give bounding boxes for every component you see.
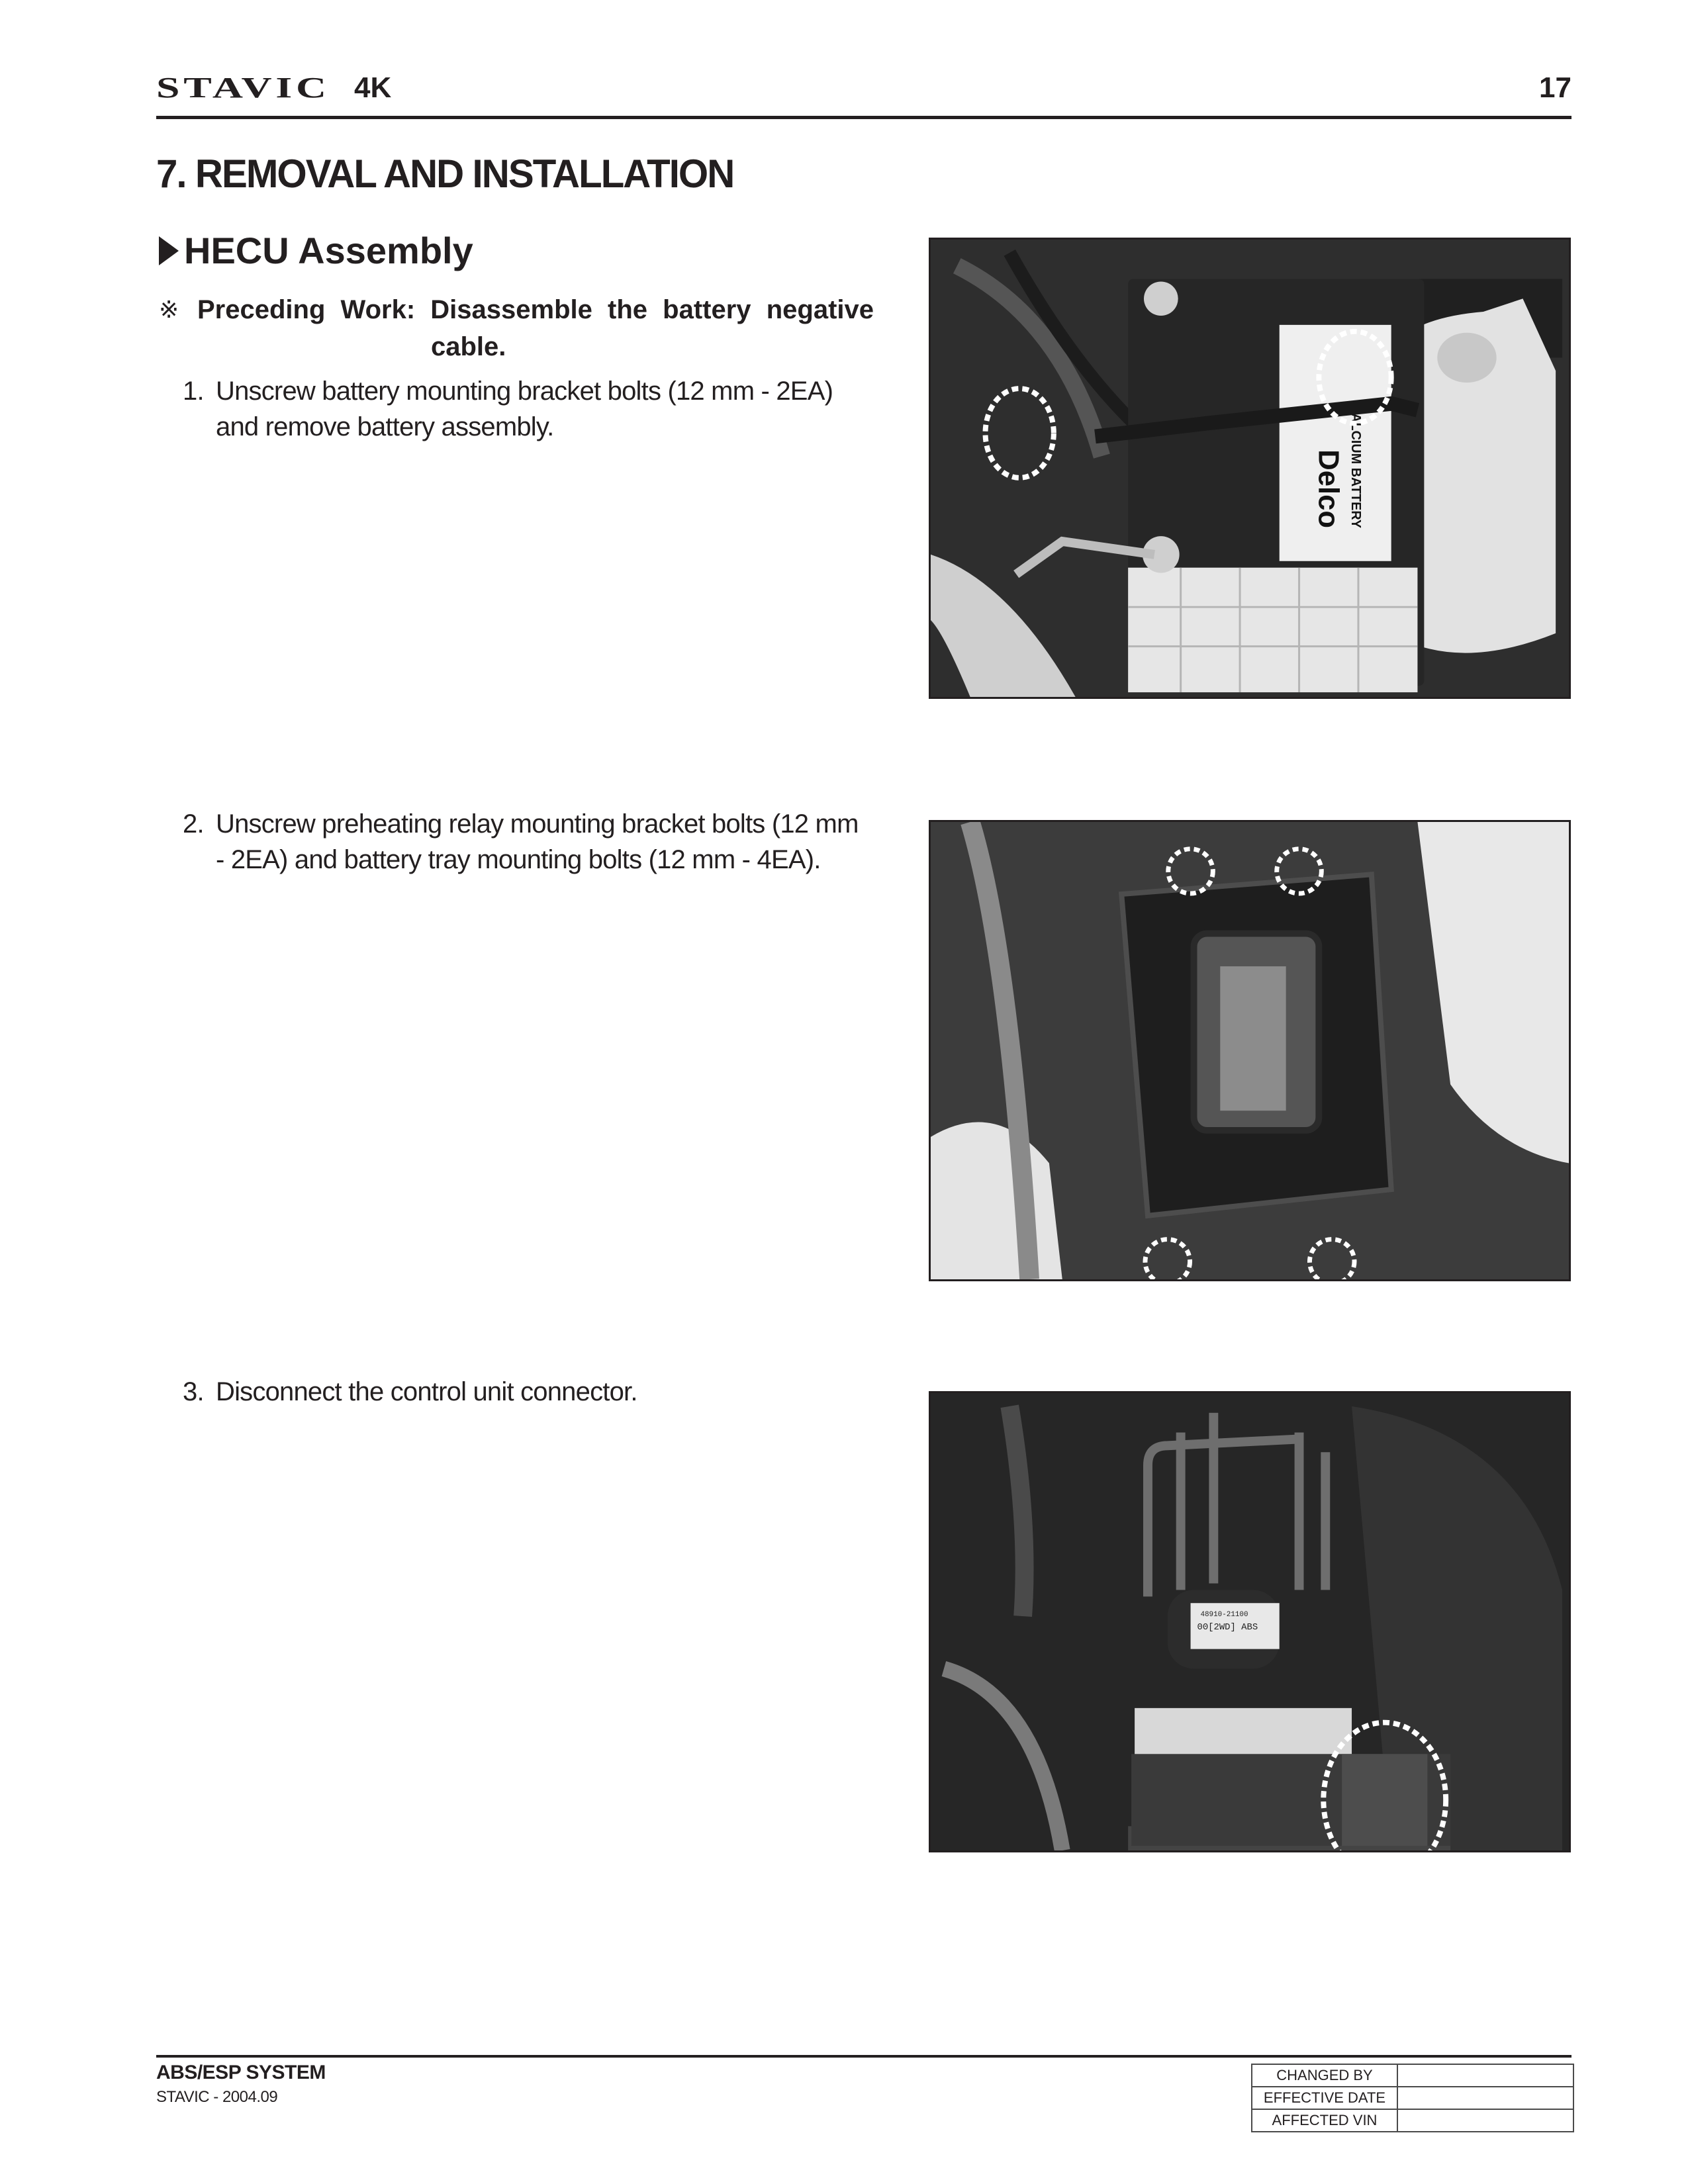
step-text bbox=[216, 373, 878, 445]
step-text-line: - 2EA) and battery tray mounting bolts (12 mm - 4EA). bbox=[216, 845, 821, 874]
battery-tray-photo bbox=[929, 820, 1571, 1281]
page-number: 17 bbox=[1539, 71, 1571, 104]
revision-label: CHANGED BY bbox=[1252, 2064, 1397, 2087]
battery-label-type: CALCIUM BATTERY bbox=[1348, 403, 1364, 529]
revision-label: EFFECTIVE DATE bbox=[1252, 2087, 1397, 2109]
preceding-work-line-2: cable. bbox=[431, 332, 506, 361]
step-number: 2. bbox=[183, 809, 204, 839]
hecu-label-model: 00[2WD] ABS bbox=[1197, 1621, 1258, 1633]
revision-row bbox=[1252, 2064, 1573, 2087]
subsection-title-text: HECU Assembly bbox=[184, 230, 473, 271]
revision-table bbox=[1251, 2064, 1574, 2132]
revision-value bbox=[1397, 2087, 1573, 2109]
step-text bbox=[216, 806, 878, 878]
step-text-line: Disconnect the control unit connector. bbox=[216, 1377, 637, 1406]
brand-logo: STAVIC bbox=[156, 71, 330, 104]
battery-label-brand: Delco bbox=[1312, 449, 1345, 528]
subsection-title bbox=[159, 229, 473, 273]
hecu-connector-photo bbox=[929, 1391, 1571, 1852]
hecu-photo-illustration bbox=[931, 1393, 1569, 1850]
step-text bbox=[216, 1374, 878, 1410]
step-text-line: and remove battery assembly. bbox=[216, 412, 554, 441]
revision-value bbox=[1397, 2064, 1573, 2087]
preceding-work-line-1: Preceding Work: Disassemble the battery negative bbox=[197, 295, 874, 324]
revision-label: AFFECTED VIN bbox=[1252, 2109, 1397, 2132]
battery-tray-photo-illustration bbox=[931, 822, 1569, 1279]
step-number: 3. bbox=[183, 1377, 204, 1406]
model-name: 4K bbox=[354, 71, 392, 104]
header-divider bbox=[156, 116, 1571, 119]
step-text-line: Unscrew preheating relay mounting bracket bolts (12 mm bbox=[216, 809, 859, 839]
footer-system-name: ABS/ESP SYSTEM bbox=[156, 2062, 326, 2083]
revision-row bbox=[1252, 2109, 1573, 2132]
footer-divider bbox=[156, 2055, 1571, 2058]
footer-edition: STAVIC - 2004.09 bbox=[156, 2088, 278, 2106]
triangle-right-icon bbox=[159, 236, 179, 265]
revision-value bbox=[1397, 2109, 1573, 2132]
battery-photo bbox=[929, 238, 1571, 699]
revision-row bbox=[1252, 2087, 1573, 2109]
battery-photo-illustration bbox=[931, 240, 1569, 697]
step-text-line: Unscrew battery mounting bracket bolts (12 mm - 2EA) bbox=[216, 377, 833, 406]
section-title: 7. REMOVAL AND INSTALLATION bbox=[156, 152, 734, 196]
hecu-label-part-number: 48910-21100 bbox=[1200, 1611, 1248, 1619]
step-number: 1. bbox=[183, 377, 204, 406]
reference-mark-icon: ※ bbox=[159, 296, 179, 323]
